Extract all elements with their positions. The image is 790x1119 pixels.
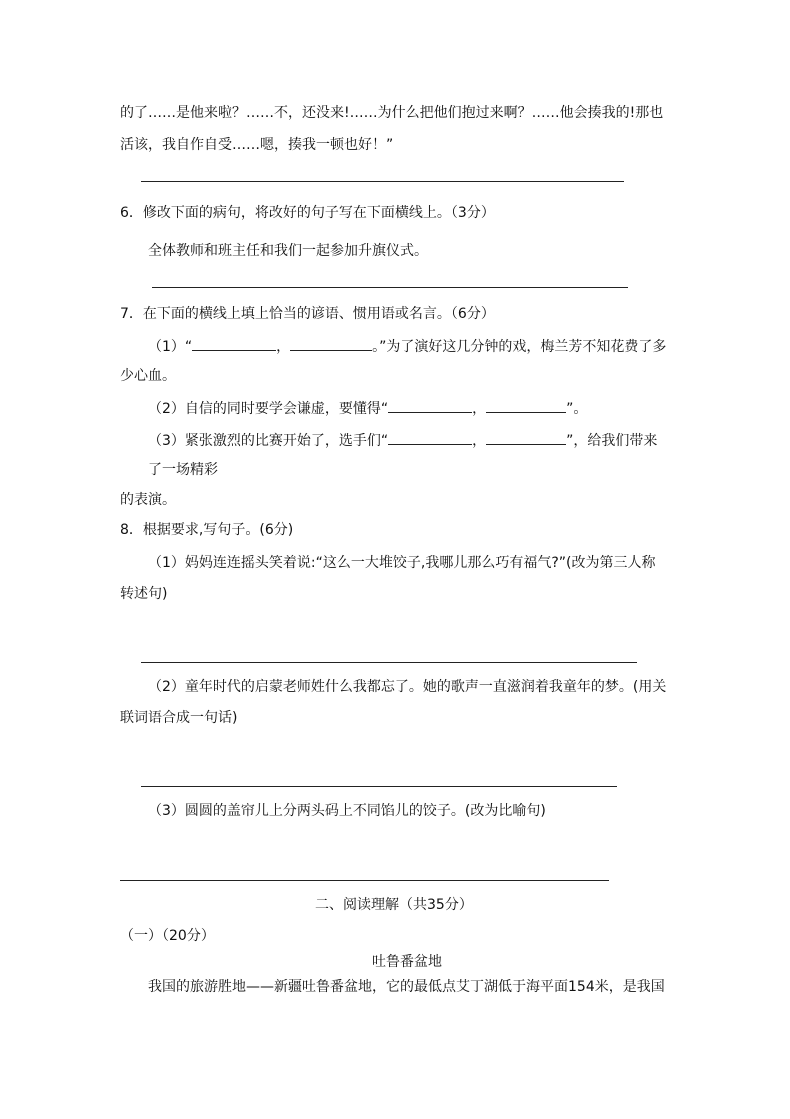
answer-line	[120, 880, 609, 881]
q7-item-3-cont-1: 了一场精彩	[148, 462, 218, 478]
fill-blank	[388, 397, 472, 413]
q7-item-2-suffix: ”。	[566, 401, 588, 417]
q7-title: 7．在下面的横线上填上恰当的谚语、惯用语或名言。（6分）	[120, 306, 495, 322]
q7-item-3-comma: ，	[472, 433, 487, 449]
fill-blank	[486, 397, 566, 413]
passage-line-1: 我国的旅游胜地——新疆吐鲁番盆地，它的最低点艾丁湖低于海平面154米，是我国	[148, 979, 665, 995]
q7-item-1-suffix: 。”为了演好这几分钟的戏，梅兰芳不知花费了多	[372, 339, 667, 355]
fill-blank	[388, 429, 472, 445]
q8-item-2-line-2: 联词语合成一句话)	[120, 710, 238, 726]
q8-item-1-line-1: （1）妈妈连连摇头笑着说:“这么一大堆饺子,我哪儿那么巧有福气?”(改为第三人称	[148, 555, 656, 571]
fill-blank	[486, 429, 566, 445]
q7-item-2	[148, 397, 587, 419]
answer-line	[141, 181, 624, 182]
q7-item-1-cont: 少心血。	[120, 368, 176, 384]
answer-line	[141, 786, 617, 787]
q7-item-1-comma: ，	[276, 339, 291, 355]
passage-title: 吐鲁番盆地	[372, 954, 442, 970]
q8-item-1-line-2: 转述句)	[120, 586, 168, 602]
answer-line	[141, 662, 637, 663]
continuation-line-1: 的了……是他来啦？……不，还没来!……为什么把他们抱过来啊？……他会揍我的!那也	[120, 105, 664, 121]
q7-item-3	[148, 429, 657, 451]
continuation-line-2: 活该，我自作自受……嗯，揍我一顿也好！”	[120, 137, 394, 153]
q7-item-2-prefix: （2）自信的同时要学会谦虚，要懂得“	[148, 401, 389, 417]
q7-item-1	[148, 335, 666, 357]
q7-item-3-prefix: （3）紧张激烈的比赛开始了，选手们“	[148, 433, 389, 449]
fill-blank	[192, 335, 276, 351]
q7-item-1-prefix: （1）“	[148, 339, 193, 355]
fill-blank	[290, 335, 372, 351]
answer-line	[152, 287, 628, 288]
section-heading: 二、阅读理解（共35分）	[315, 897, 473, 913]
q6-title: 6．修改下面的病句，将改好的句子写在下面横线上。（3分）	[120, 205, 495, 221]
q8-item-3-line-1: （3）圆圆的盖帘儿上分两头码上不同馅儿的饺子。(改为比喻句)	[148, 803, 546, 819]
q6-sentence: 全体教师和班主任和我们一起参加升旗仪式。	[148, 243, 428, 259]
q8-title: 8．根据要求,写句子。(6分)	[120, 522, 294, 538]
q7-item-3-cont-2: 的表演。	[120, 492, 176, 508]
q7-item-2-comma: ，	[472, 401, 487, 417]
part-label: （一）（20分）	[120, 928, 215, 944]
q8-item-2-line-1: （2）童年时代的启蒙老师姓什么我都忘了。她的歌声一直滋润着我童年的梦。(用关	[148, 679, 667, 695]
q7-item-3-suffix: ”，给我们带来	[566, 433, 658, 449]
